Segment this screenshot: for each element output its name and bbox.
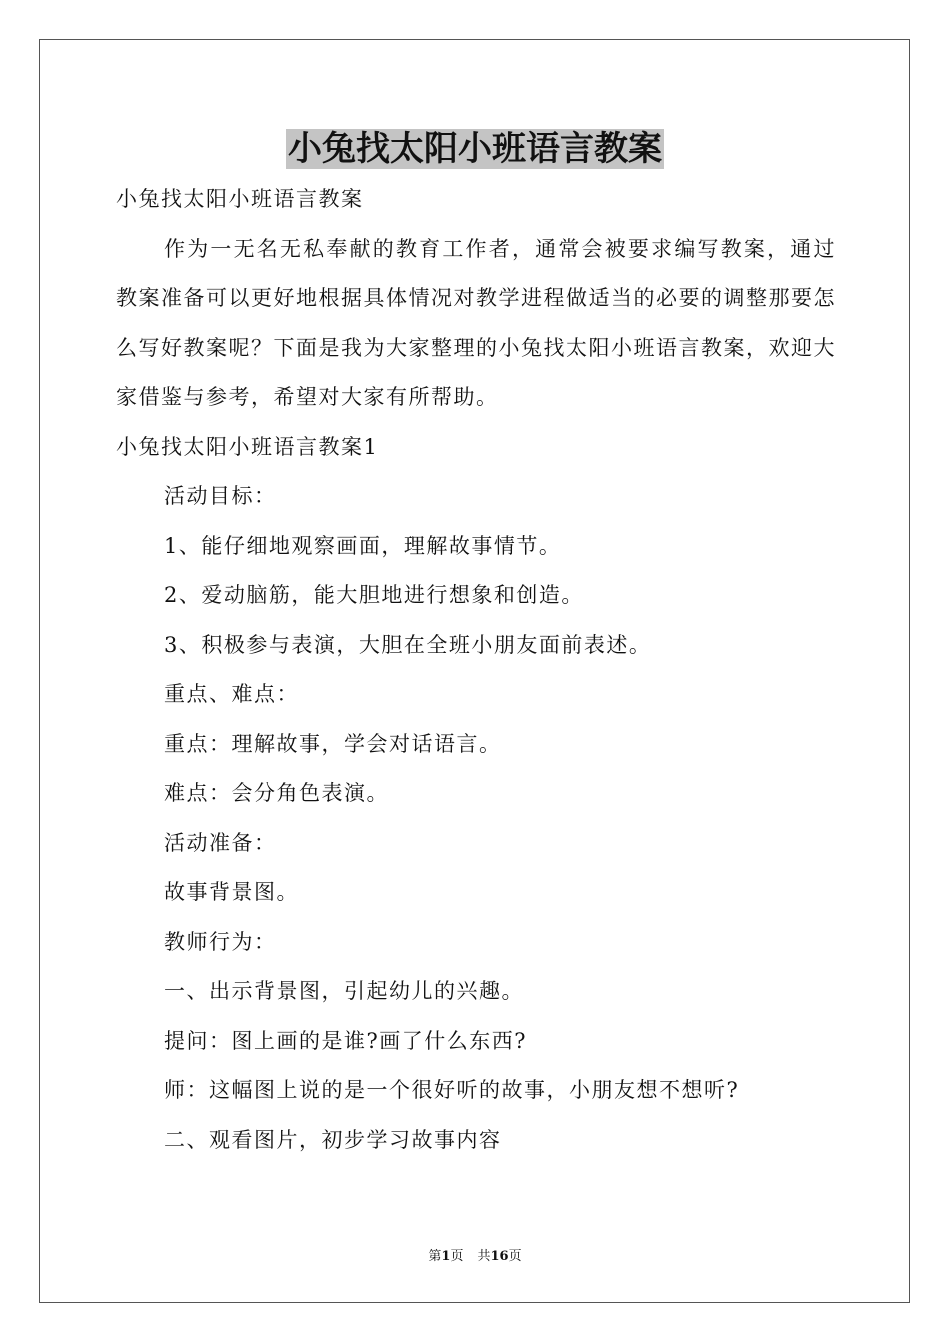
- body-line-4: 1、能仔细地观察画面，理解故事情节。: [164, 533, 562, 558]
- body-line-12: 教师行为：: [164, 929, 277, 954]
- body-line-7: 重点、难点：: [164, 682, 299, 706]
- footer-page-prefix: 第: [428, 1249, 442, 1264]
- footer-total-number: 16: [490, 1249, 509, 1264]
- body-line-13: 一、出示背景图，引起幼儿的兴趣。: [164, 979, 524, 1003]
- document-title: [0, 124, 950, 174]
- body-line-2: 小兔找太阳小班语言教案1: [116, 434, 379, 459]
- intro-paragraph: 作为一无名无私奉献的教育工作者，通常会被要求编写教案，通过教案准备可以更好地根据具体情况对教学进程做适当的必要的调整那要怎么写好教案呢？下面是我为大家整理的小兔找太阳小班语言教案，欢迎大家借鉴与参考，希望对大家有所帮助。: [116, 236, 836, 409]
- footer-page-suffix: 页: [450, 1249, 464, 1264]
- body-line-3: 活动目标：: [164, 484, 277, 508]
- footer-total-suffix: 页: [508, 1249, 522, 1264]
- body-line-10: 活动准备：: [164, 830, 277, 855]
- body-line-15: 师：这幅图上说的是一个很好听的故事，小朋友想不想听?: [164, 1078, 740, 1102]
- body-line-8: 重点：理解故事，学会对话语言。: [164, 731, 502, 756]
- page-footer: [0, 1245, 950, 1264]
- body-line-0: 小兔找太阳小班语言教案: [116, 187, 364, 211]
- body-line-14: 提问：图上画的是谁?画了什么东西?: [164, 1028, 528, 1053]
- document-title-text: 小兔找太阳小班语言教案: [288, 129, 662, 169]
- body-line-16: 二、观看图片，初步学习故事内容: [164, 1127, 502, 1152]
- body-line-11: 故事背景图。: [164, 880, 299, 904]
- body-line-5: 2、爱动脑筋，能大胆地进行想象和创造。: [164, 583, 584, 607]
- footer-page-number: 1: [441, 1249, 451, 1264]
- body-line-9: 难点：会分角色表演。: [164, 781, 389, 805]
- footer-total-prefix: 共: [477, 1249, 491, 1264]
- body-line-6: 3、积极参与表演，大胆在全班小朋友面前表述。: [164, 632, 652, 657]
- document-body: [116, 175, 836, 1165]
